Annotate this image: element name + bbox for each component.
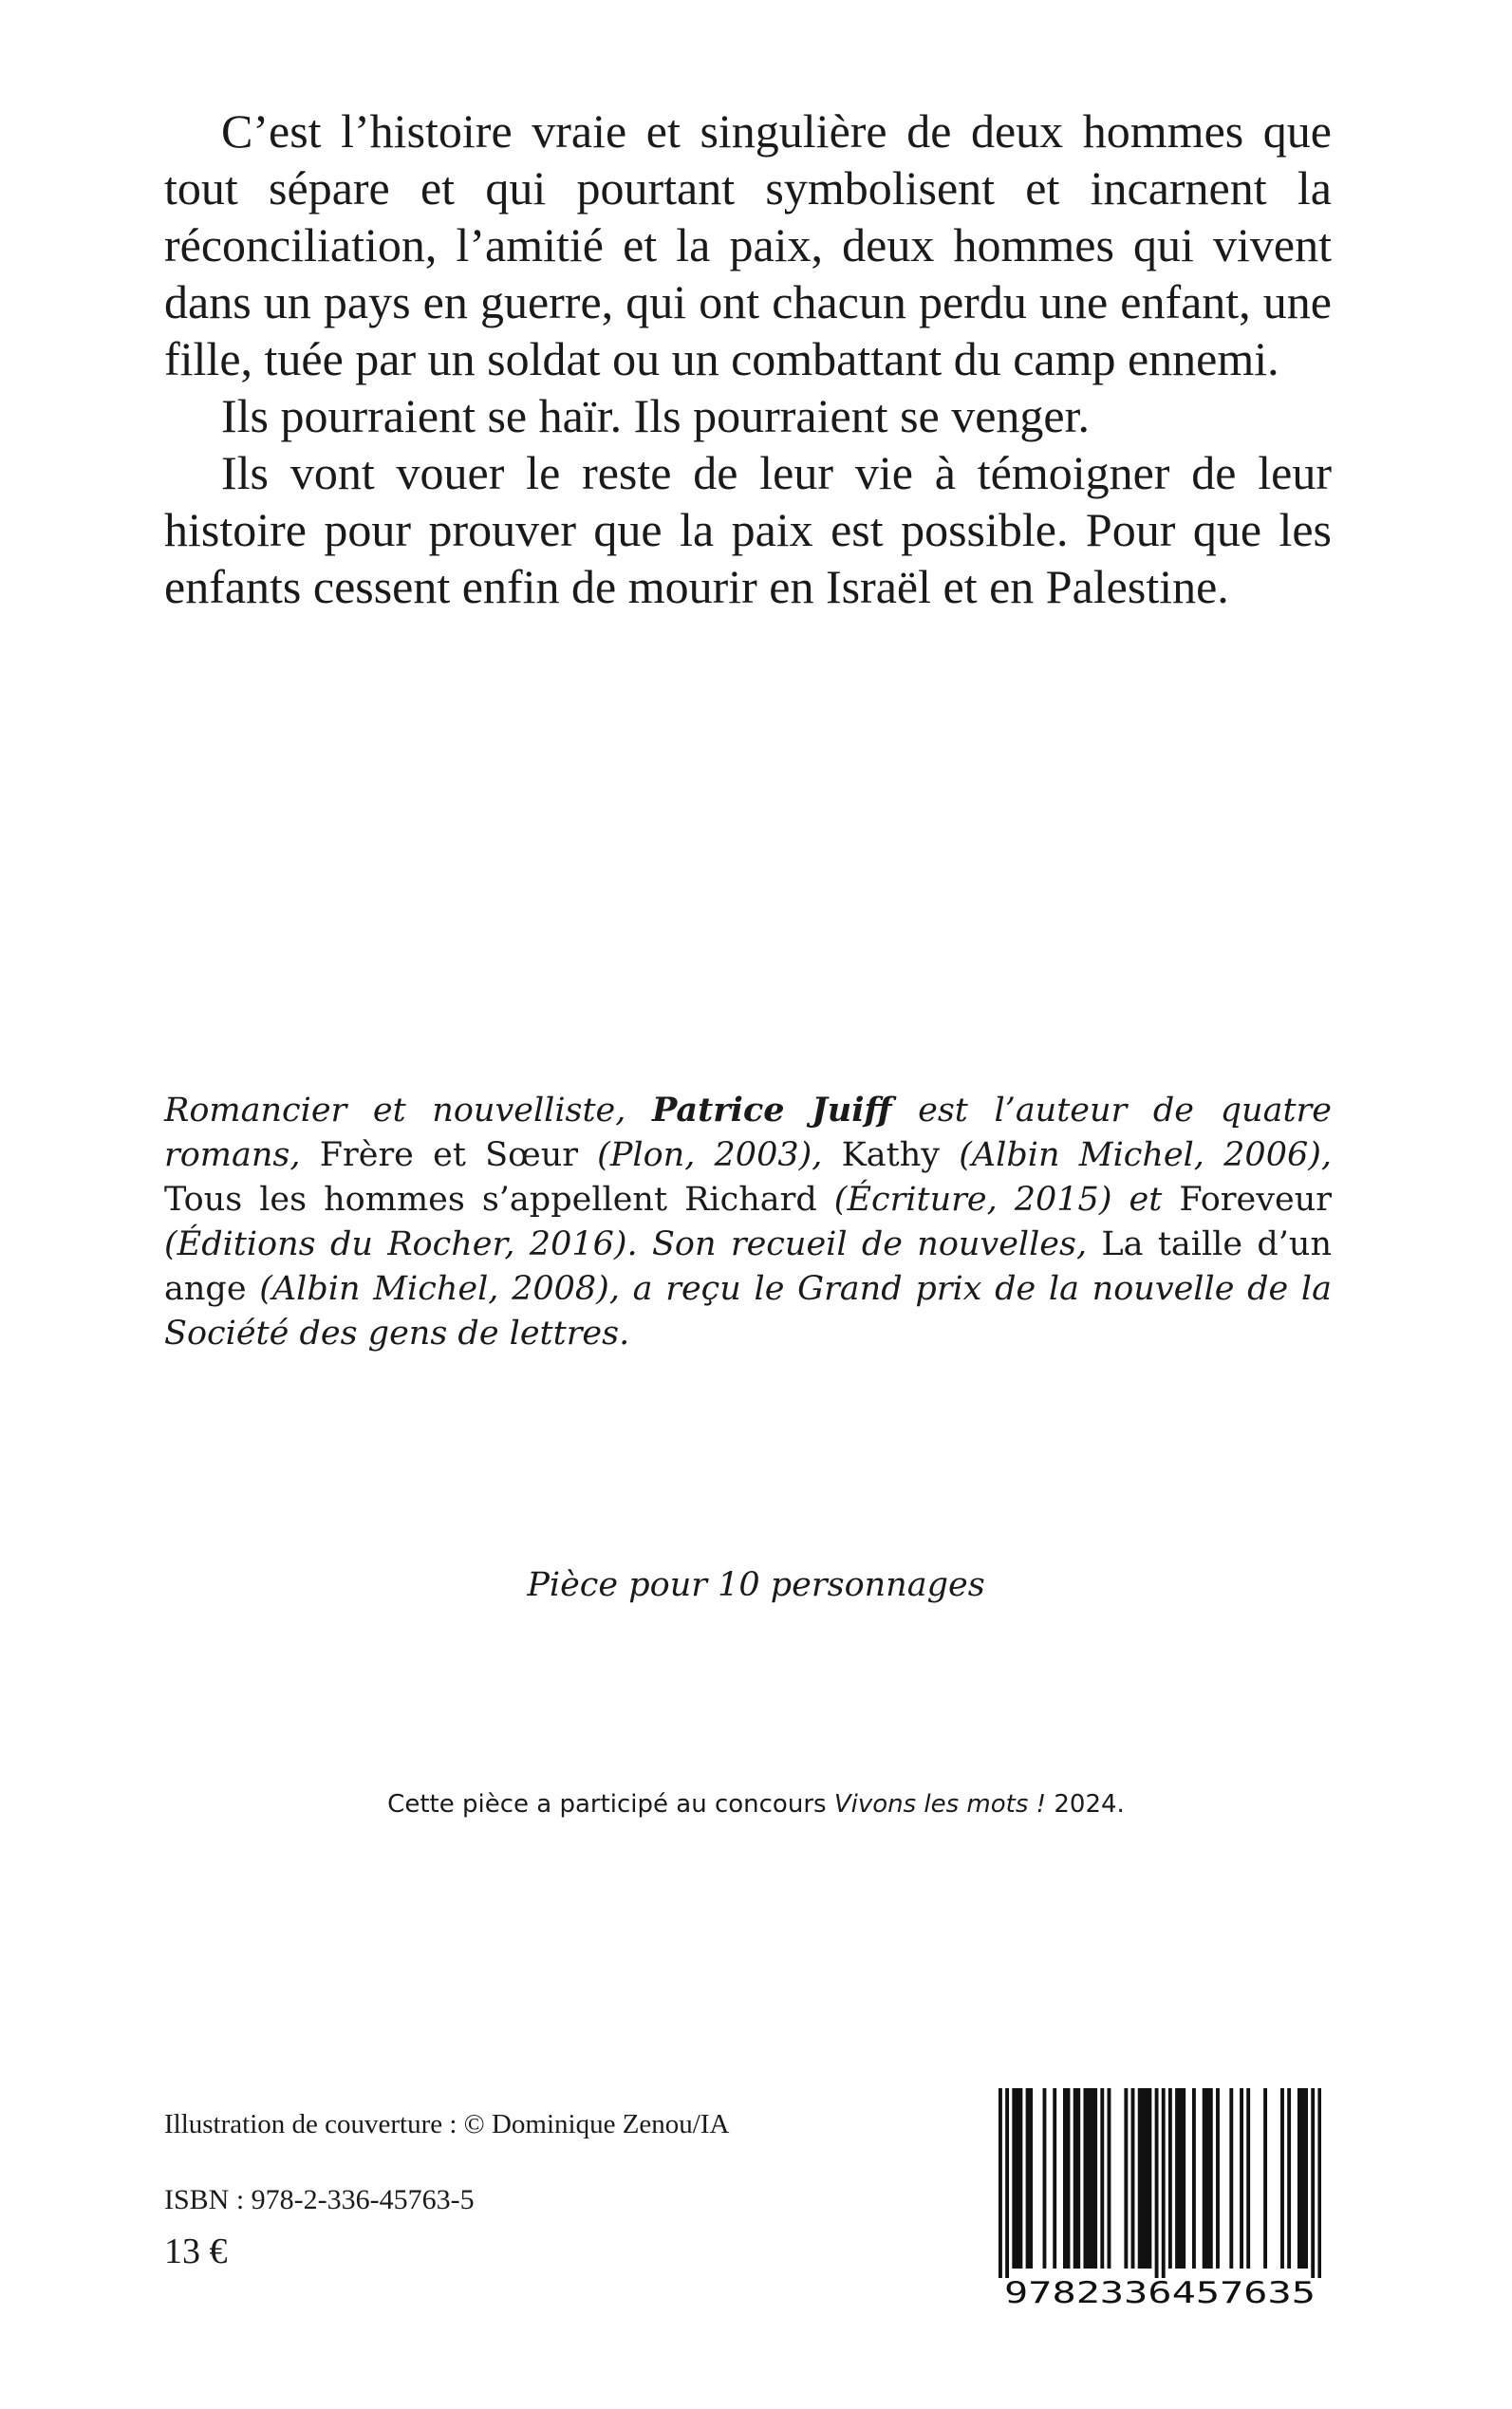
contest-note [0,1787,1512,1821]
barcode-bar [1076,2088,1080,2269]
bio-text: est l’auteur de quatre romans, [164,1092,1332,1174]
barcode-bar [1280,2088,1284,2269]
book-title: Frère et Sœur [319,1136,578,1174]
book-title: Tous les hommes s’appellent Richard [164,1181,817,1219]
barcode-bar [1124,2088,1128,2269]
bio-text: Romancier et nouvelliste, [164,1092,653,1130]
barcode-bar [1148,2088,1151,2269]
cast-note: Pièce pour 10 personnages [527,1566,985,1604]
contest-name: Vivons les mots ! [833,1790,1047,1819]
barcode-bar [1179,2088,1183,2269]
blurb-paragraph-2: Ils pourraient se haïr. Ils pourraient se venger. [221,389,1090,442]
barcode-digits: 9782336457635 [1004,2276,1316,2310]
bio-text: (Éditions du Rocher, 2016). Son recueil de nouvelles, [164,1225,1102,1263]
barcode-bar [1005,2088,1009,2278]
barcode-bar [1287,2088,1291,2269]
barcode-bar [1229,2088,1233,2269]
barcode [999,2088,1321,2311]
illustration-credit: Illustration de couverture : © Dominique Zenou/IA [164,2109,730,2139]
barcode-bar [1168,2088,1172,2269]
bio-text: (Albin Michel, 2008), a reçu le Grand prix de la nouvelle de la Société des gens de lettres. [164,1270,1332,1353]
barcode-bar [1093,2088,1097,2269]
barcode-bar [1263,2088,1267,2269]
barcode-bar [1100,2088,1104,2269]
back-cover-blurb [164,103,1332,615]
barcode-bar [1083,2088,1087,2269]
author-bio [164,1088,1332,1356]
bio-text: (Plon, 2003), [577,1136,842,1174]
barcode-bar [1209,2088,1213,2269]
barcode-bar [1203,2088,1206,2269]
barcode-bar [1138,2088,1142,2269]
barcode-bar [1087,2088,1091,2269]
barcode-bar [1317,2088,1321,2278]
barcode-bar [1043,2088,1047,2269]
barcode-bar [1131,2088,1135,2269]
barcode-bar [1240,2088,1243,2269]
book-title: Foreveur [1179,1181,1332,1219]
barcode-bar [1192,2088,1196,2269]
barcode-bar [1162,2088,1166,2278]
barcode-bar [1091,2088,1094,2269]
barcode-bar [1216,2088,1220,2269]
barcode-bar [1155,2088,1159,2278]
barcode-bar [1141,2088,1145,2269]
book-title: Kathy [841,1136,941,1174]
bio-text: (Albin Michel, 2006), [940,1136,1333,1174]
barcode-bar [1304,2088,1308,2269]
barcode-bar [1073,2088,1077,2269]
barcode-bar [1063,2088,1067,2269]
barcode-bar [999,2088,1002,2278]
barcode-bar [1246,2088,1250,2269]
barcode-bar [1026,2088,1030,2269]
barcode-bar [1012,2088,1016,2269]
barcode-bar [1016,2088,1019,2269]
author-name: Patrice Juiff [652,1091,892,1130]
price: 13 € [164,2232,228,2271]
barcode-bar [1108,2088,1111,2269]
book-title: La taille d’un ange [164,1225,1332,1308]
barcode-bar [1297,2088,1301,2269]
barcode-bar [1301,2088,1305,2269]
contest-year: 2024. [1046,1790,1125,1819]
bio-text: (Écriture, 2015) et [816,1181,1180,1219]
barcode-bar [1311,2088,1315,2278]
barcode-bar [1018,2088,1022,2269]
barcode-bar [1205,2088,1209,2269]
barcode-bar [1182,2088,1185,2269]
blurb-paragraph-3: Ils vont vouer le reste de leur vie à témoigner de leur histoire pour prouver que la paix est possible. Pour que les enfants cessent enfin de mourir en Israël et en Palestine. [164,446,1332,613]
barcode-bar [1145,2088,1148,2269]
barcode-bar [1053,2088,1056,2269]
barcode-bar [1175,2088,1179,2269]
barcode-bar [1067,2088,1071,2269]
barcode-bar [1029,2088,1033,2269]
blurb-paragraph-1: C’est l’histoire vraie et singulière de deux hommes que tout sépare et qui pourtant symbolisent et incarnent la réconciliation, l’amitié et la paix, deux hommes qui vivent dans un pays en guerre, qui ont chacun perdu une enfant, une fille, tuée par un soldat ou un combattant du camp ennemi. [164,104,1332,385]
isbn: ISBN : 978-2-336-45763-5 [164,2184,475,2215]
contest-text: Cette pièce a participé au concours [387,1790,834,1819]
